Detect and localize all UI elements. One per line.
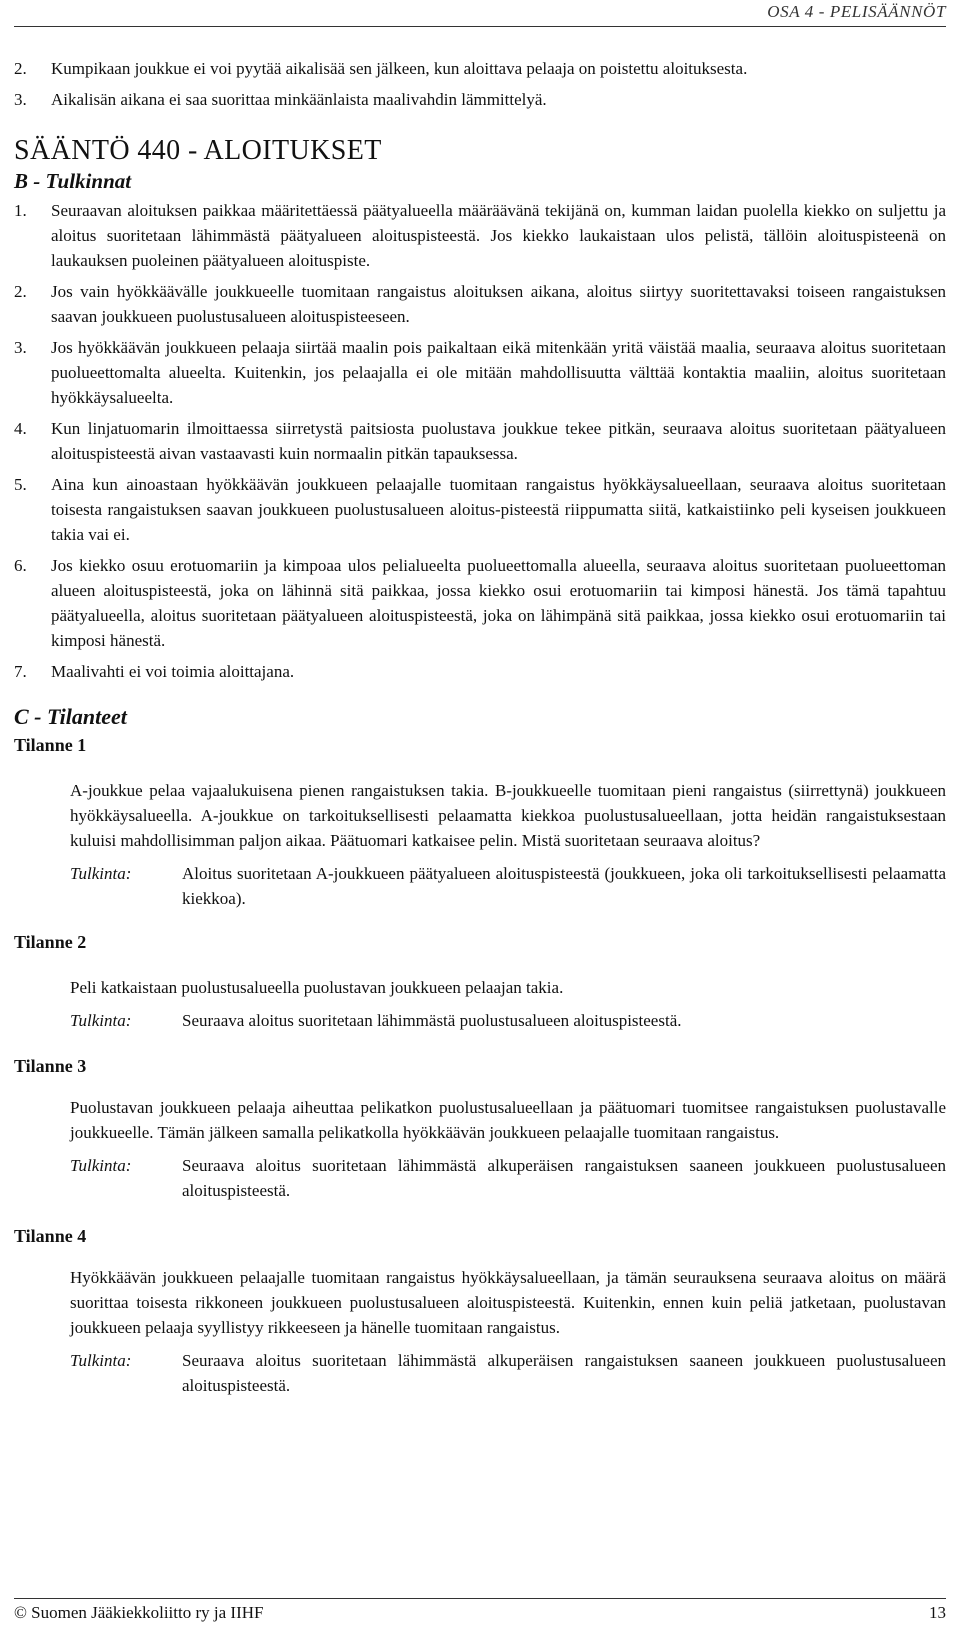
situation-4 xyxy=(14,1223,946,1398)
item-number: 2. xyxy=(14,282,27,301)
situation-2 xyxy=(14,929,946,1033)
situation-1 xyxy=(14,732,946,911)
item-text: Kun linjatuomarin ilmoittaessa siirretystä paitsiosta puolustava joukkue tekee pitkän, seuraava aloitus suoritetaan päätyalueen aloituspisteestä aivan vastaavasti kuin normaalin pitkän tapauksessa. xyxy=(51,419,946,463)
list-item xyxy=(14,279,946,329)
item-number: 1. xyxy=(14,201,27,220)
situation-heading: Tilanne 4 xyxy=(14,1226,87,1246)
situation-heading: Tilanne 2 xyxy=(14,932,87,952)
item-number: 4. xyxy=(14,419,27,438)
situation-heading: Tilanne 1 xyxy=(14,735,87,755)
section-c-title: C - Tilanteet xyxy=(14,704,127,729)
situation-description: A-joukkue pelaa vajaalukuisena pienen rangaistuksen takia. B-joukkueelle tuomitaan pieni rangaistus (siirrettynä) joukkueen hyökkäysalueella. A-joukkue on tarkoituksellisesti pelaamatta kiekkoa puolustusalueellaan, jotta heidän rangaistuksestaan kuluisi mahdollisimman paljon aikaa. Päätuomari katkaisee pelin. Mistä suoritetaan seuraava aloitus? xyxy=(70,781,946,850)
item-number: 3. xyxy=(14,90,27,109)
interpretations-list xyxy=(14,198,946,684)
interpretation xyxy=(70,1008,946,1033)
page-number: 13 xyxy=(929,1603,946,1622)
footer-divider xyxy=(14,1598,946,1599)
page-header-title: OSA 4 - PELISÄÄNNÖT xyxy=(767,2,946,21)
interpretation-label: Tulkinta: xyxy=(70,1156,132,1175)
item-text: Maalivahti ei voi toimia aloittajana. xyxy=(51,662,295,681)
item-text: Aikalisän aikana ei saa suorittaa minkäänlaista maalivahdin lämmittelyä. xyxy=(51,90,547,109)
list-item xyxy=(14,335,946,410)
interpretation xyxy=(70,1348,946,1398)
situation-description: Peli katkaistaan puolustusalueella puolustavan joukkueen pelaajan takia. xyxy=(70,978,564,997)
item-text: Seuraavan aloituksen paikkaa määritettäessä päätyalueella määräävänä tekijänä on, kumman laidan puolella kiekko on suljettu ja aloitus suoritetaan lähimmästä päätyalueen aloituspisteestä. Jos kiekko laukaistaan ulos pelistä, tällöin aloituspisteenä on laukauksen puoleinen päätyalueen aloituspiste. xyxy=(51,201,946,270)
item-text: Jos hyökkäävän joukkueen pelaaja siirtää maalin pois paikaltaan eikä mitenkään yritä väistää maalia, seuraava aloitus suoritetaan puolueettomalta alueelta. Kuitenkin, jos pelaajalla ei ole mitään mahdollisuutta välttää kontaktia maaliin, aloitus suoritetaan hyökkäysalueelta. xyxy=(51,338,946,407)
interpretation-label: Tulkinta: xyxy=(70,1351,132,1370)
header-divider xyxy=(14,26,946,27)
item-text: Aina kun ainoastaan hyökkäävän joukkueen pelaajalle tuomitaan rangaistus hyökkäysalueellaan, seuraava aloitus suoritetaan toisesta rangaistuksen saavan joukkueen puolustusalueen aloitus-pisteestä riippumatta siitä, katkaistiinko peli kyseisen joukkueen takia vai ei. xyxy=(51,475,946,544)
list-item xyxy=(14,198,946,273)
rule-title: SÄÄNTÖ 440 - ALOITUKSET xyxy=(14,135,382,166)
list-item xyxy=(14,416,946,466)
list-item xyxy=(14,659,946,684)
situation-heading: Tilanne 3 xyxy=(14,1056,87,1076)
interpretation-text: Seuraava aloitus suoritetaan lähimmästä alkuperäisen rangaistuksen saaneen joukkueen puolustusalueen aloituspisteestä. xyxy=(182,1351,946,1395)
situation-3 xyxy=(14,1053,946,1203)
interpretation xyxy=(70,1153,946,1203)
list-item xyxy=(14,56,946,81)
document-page xyxy=(14,0,946,1628)
interpretation-label: Tulkinta: xyxy=(70,864,132,883)
situation-description: Puolustavan joukkueen pelaaja aiheuttaa pelikatkon puolustusalueellaan ja päätuomari tuomitsee rangaistuksen puolustavalle joukkueelle. Tämän jälkeen samalla pelikatkolla hyökkäävän joukkueen pelaajalle tuomitaan rangaistus. xyxy=(70,1098,946,1142)
item-number: 5. xyxy=(14,475,27,494)
item-number: 6. xyxy=(14,556,27,575)
interpretation-text: Seuraava aloitus suoritetaan lähimmästä puolustusalueen aloituspisteestä. xyxy=(182,1011,682,1030)
item-text: Kumpikaan joukkue ei voi pyytää aikalisää sen jälkeen, kun aloittava pelaaja on poistettu aloituksesta. xyxy=(51,59,748,78)
item-text: Jos kiekko osuu erotuomariin ja kimpoaa ulos pelialueelta puolueettomalla alueella, seuraava aloitus suoritetaan puolueettoman alueen aloituspisteestä, joka on lähinnä sitä paikkaa, jossa kiekko osui erotuomariin tai kimposi hänestä. Jos tämä tapahtuu päätyalueella, aloitus suoritetaan päätyalueen aloituspisteestä, joka on lähimpänä sitä paikkaa, jossa kiekko osui erotuomariin tai kimposi hänestä. xyxy=(51,556,946,650)
item-number: 7. xyxy=(14,662,27,681)
item-number: 2. xyxy=(14,59,27,78)
list-item xyxy=(14,472,946,547)
footer-copyright: © Suomen Jääkiekkoliitto ry ja IIHF xyxy=(14,1603,264,1622)
item-number: 3. xyxy=(14,338,27,357)
list-item xyxy=(14,87,946,112)
interpretation-text: Aloitus suoritetaan A-joukkueen päätyalueen aloituspisteestä (joukkueen, joka oli tarkoituksellisesti pelaamatta kiekkoa). xyxy=(182,864,946,908)
interpretation xyxy=(70,861,946,911)
section-b-title: B - Tulkinnat xyxy=(14,169,132,193)
interpretation-text: Seuraava aloitus suoritetaan lähimmästä alkuperäisen rangaistuksen saaneen joukkueen puolustusalueen aloituspisteestä. xyxy=(182,1156,946,1200)
item-text: Jos vain hyökkäävälle joukkueelle tuomitaan rangaistus aloituksen aikana, aloitus siirtyy suoritettavaksi toiseen rangaistuksen saavan joukkueen puolustusalueen aloituspisteeseen. xyxy=(51,282,946,326)
situation-description: Hyökkäävän joukkueen pelaajalle tuomitaan rangaistus hyökkäysalueellaan, ja tämän seurauksena seuraava aloitus on määrä suorittaa toisesta rikkoneen joukkueen puolustusalueen aloituspisteestä. Kuitenkin, ennen kuin peliä jatketaan, puolustavan joukkueen pelaaja syyllistyy rikkeeseen ja hänelle tuomitaan rangaistus. xyxy=(70,1268,946,1337)
page-content xyxy=(14,56,946,1398)
intro-list xyxy=(14,56,946,112)
interpretation-label: Tulkinta: xyxy=(70,1011,132,1030)
list-item xyxy=(14,553,946,653)
